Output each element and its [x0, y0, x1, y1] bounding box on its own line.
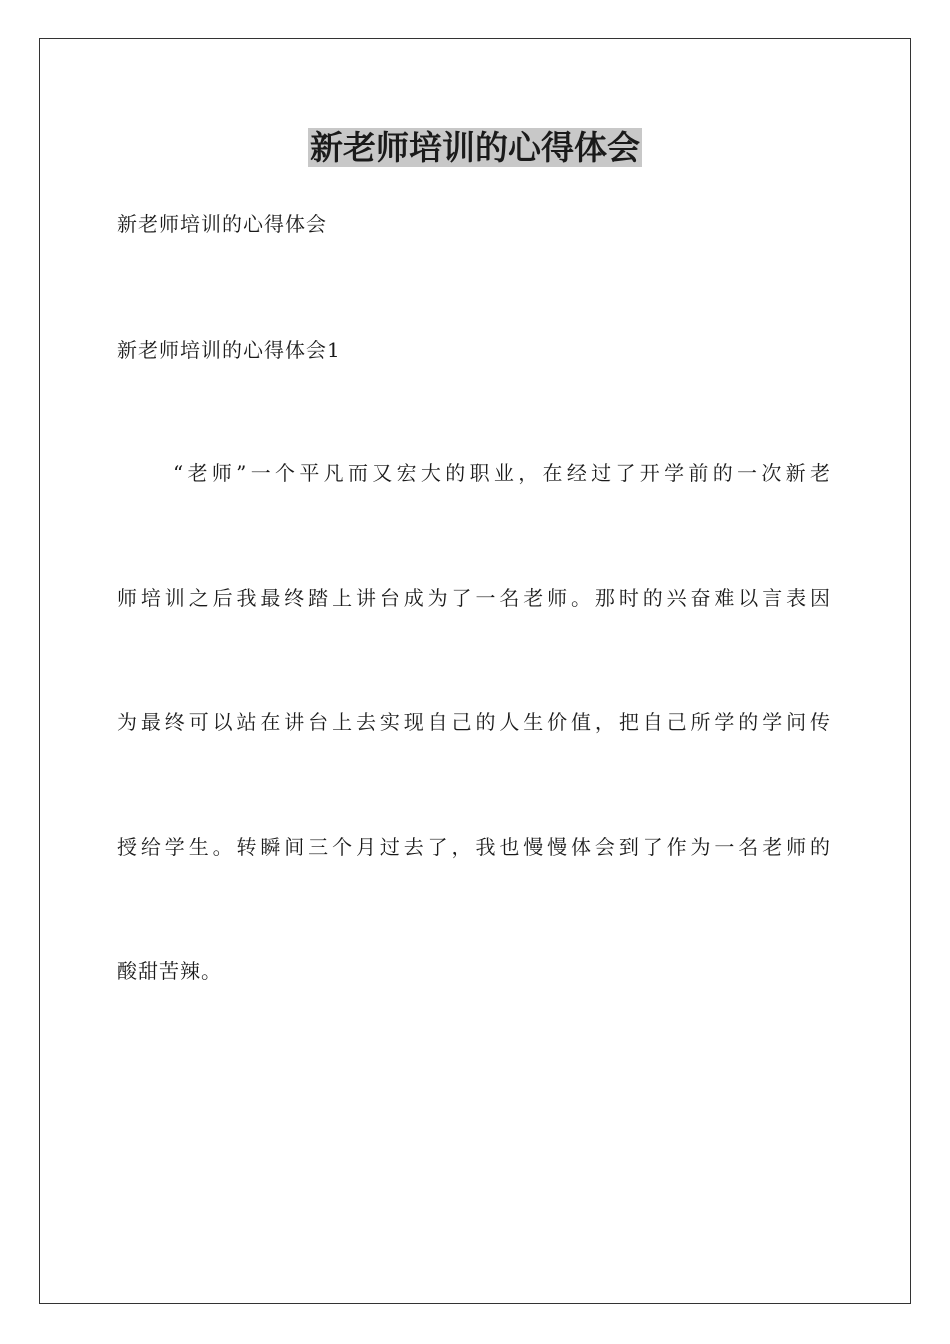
paragraph-line: 为最终可以站在讲台上去实现自己的人生价值，把自己所学的学问传	[117, 710, 831, 734]
paragraph-line: “老师”一个平凡而又宏大的职业，在经过了开学前的一次新老	[173, 461, 831, 485]
paragraph-line: 师培训之后我最终踏上讲台成为了一名老师。那时的兴奋难以言表因	[117, 586, 831, 610]
document-title-text: 新老师培训的心得体会	[310, 128, 640, 167]
paragraph-line: 授给学生。转瞬间三个月过去了，我也慢慢体会到了作为一名老师的	[117, 835, 831, 859]
document-subtitle: 新老师培训的心得体会	[117, 212, 327, 236]
paragraph-line: 酸甜苦辣。	[117, 959, 222, 983]
document-title	[0, 128, 950, 168]
section-heading: 新老师培训的心得体会1	[117, 338, 341, 362]
